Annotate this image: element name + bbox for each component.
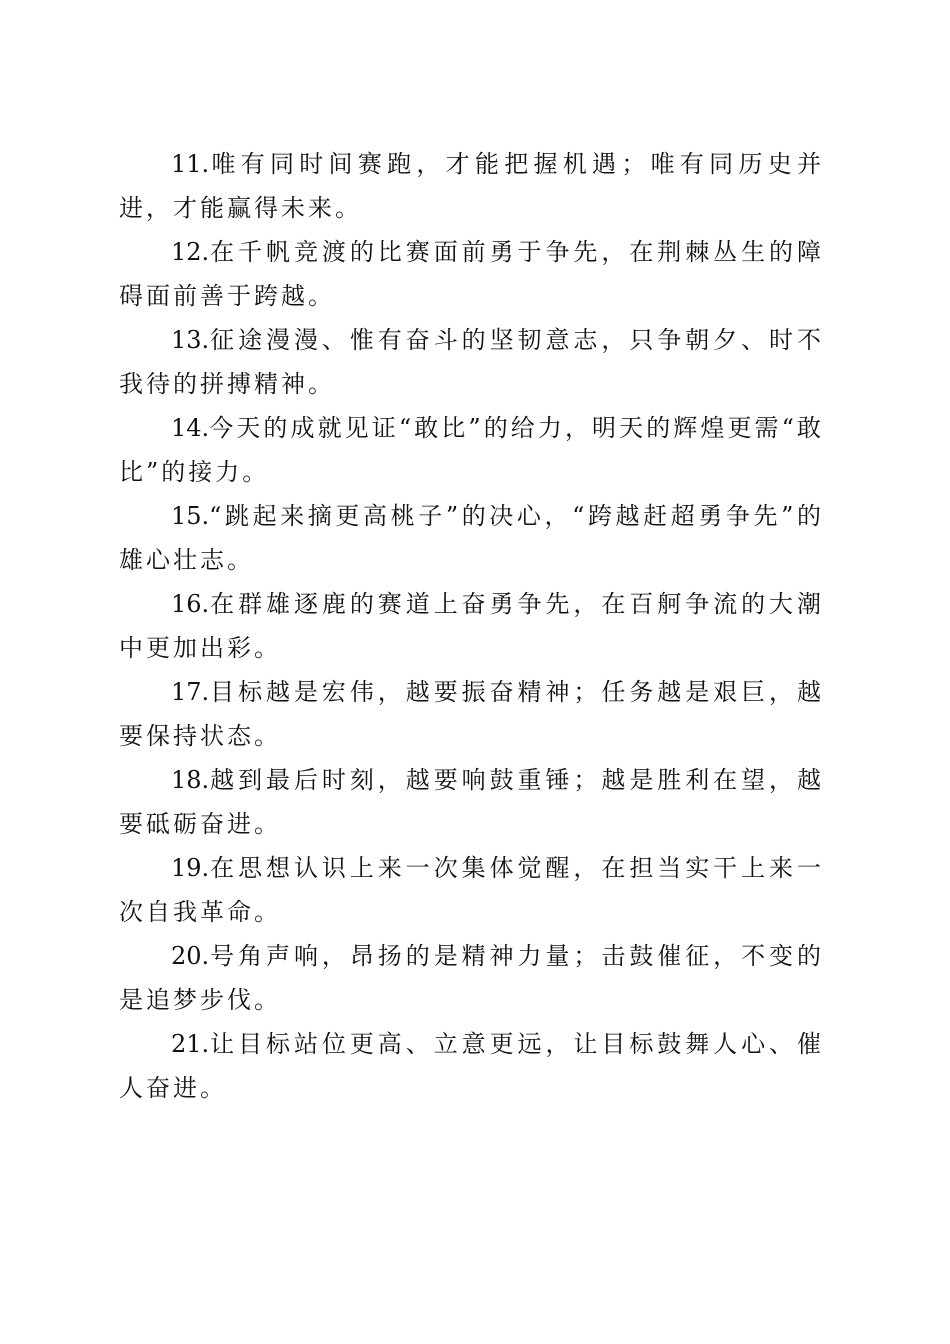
paragraph-number: 20. — [171, 942, 210, 970]
paragraph-15 — [119, 494, 824, 582]
paragraph-text: 越到最后时刻，越要响鼓重锤；越是胜利在望，越要砥砺奋进。 — [119, 766, 824, 838]
paragraph-17 — [119, 670, 824, 758]
paragraph-text: 在思想认识上来一次集体觉醒，在担当实干上来一次自我革命。 — [119, 854, 824, 926]
paragraph-16 — [119, 582, 824, 670]
paragraph-number: 11. — [171, 150, 210, 178]
paragraph-number: 18. — [171, 766, 210, 794]
paragraph-text: 今天的成就见证“敢比”的给力，明天的辉煌更需“敢比”的接力。 — [119, 414, 824, 486]
paragraph-11 — [119, 142, 824, 230]
paragraph-text: 目标越是宏伟，越要振奋精神；任务越是艰巨，越要保持状态。 — [119, 678, 824, 750]
paragraph-text: 征途漫漫、惟有奋斗的坚韧意志，只争朝夕、时不我待的拼搏精神。 — [119, 326, 824, 398]
paragraph-text: 唯有同时间赛跑，才能把握机遇；唯有同历史并进，才能赢得未来。 — [119, 150, 824, 222]
paragraph-text: 让目标站位更高、立意更远，让目标鼓舞人心、催人奋进。 — [119, 1030, 824, 1102]
paragraph-18 — [119, 758, 824, 846]
paragraph-number: 14. — [171, 414, 210, 442]
paragraph-text: 号角声响，昂扬的是精神力量；击鼓催征，不变的是追梦步伐。 — [119, 942, 824, 1014]
paragraph-number: 17. — [171, 678, 210, 706]
paragraph-21 — [119, 1022, 824, 1110]
paragraph-text: 在群雄逐鹿的赛道上奋勇争先，在百舸争流的大潮中更加出彩。 — [119, 590, 824, 662]
paragraph-text: 在千帆竞渡的比赛面前勇于争先，在荆棘丛生的障碍面前善于跨越。 — [119, 238, 824, 310]
paragraph-12 — [119, 230, 824, 318]
paragraph-13 — [119, 318, 824, 406]
paragraph-number: 12. — [171, 238, 210, 266]
paragraph-number: 13. — [171, 326, 210, 354]
paragraph-text: “跳起来摘更高桃子”的决心，“跨越赶超勇争先”的雄心壮志。 — [119, 502, 824, 574]
paragraph-20 — [119, 934, 824, 1022]
paragraph-19 — [119, 846, 824, 934]
paragraph-number: 15. — [171, 502, 210, 530]
paragraph-14 — [119, 406, 824, 494]
paragraph-number: 16. — [171, 590, 210, 618]
paragraph-number: 19. — [171, 854, 210, 882]
document-body — [119, 142, 824, 1110]
paragraph-number: 21. — [171, 1030, 210, 1058]
